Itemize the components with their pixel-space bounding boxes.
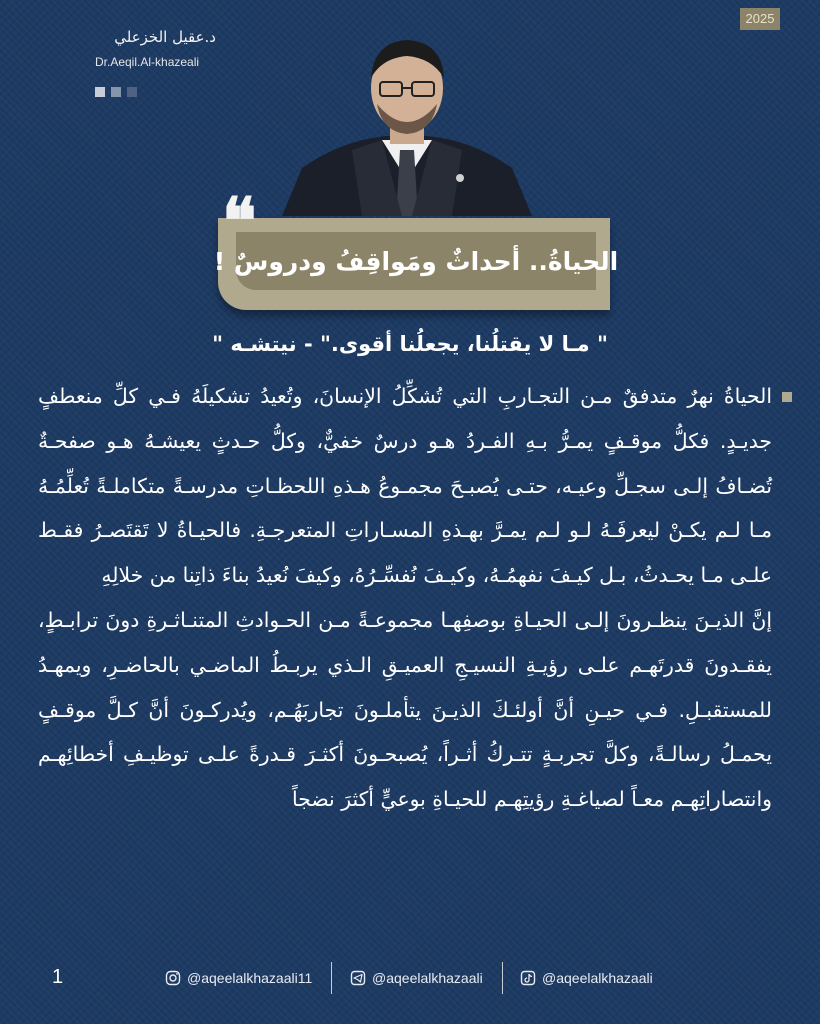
nietzsche-quote: " مـا لا يقتلُنا، يجعلُنا أقوى." - نيتشـه " [212,332,608,356]
instagram-icon [165,970,181,986]
bullet-square-icon [782,392,792,402]
paragraph-2: إنَّ الذيـنَ ينظـرونَ إلـى الحيـاةِ بوصفِهـا مجموعـةً مـن الحـوادثِ المتنـاثـرةِ دونَ ترابـطٍ، يفقـدونَ قدرتَهـم علـى رؤيـةِ النسيـجِ العميـقِ الـذي يربـطُ الماضـي بالحاضـرِ، ويمهـدُ للمستقبـلِ. فـي حيـنِ أنَّ أولئـكَ الذيـنَ يتأملـونَ تجاربَهُـم، ويُدركـونَ أنَّ كـلَّ موقـفٍ يحمـلُ رسالـةً، وكلَّ تجربـةٍ تتـركُ أثـراً، يُصبحـونَ أكثـرَ قـدرةً علـى توظيـفِ أخطائِهـم وانتصاراتِهـم معـاً لصياغـةِ رؤيتِهـم للحيـاةِ بوعيٍّ أكثرَ نضجاً [38,607,772,812]
author-portrait [282,40,532,216]
footer-divider [502,962,503,994]
tiktok-handle[interactable] [520,970,653,986]
footer-divider [331,962,332,994]
year-badge: 2025 [740,8,780,30]
quote-mark-icon: ❝ [222,184,257,259]
article-body [38,374,772,822]
tiktok-handle-text: @aqeelalkhazaali [542,970,653,986]
telegram-handle[interactable] [350,970,483,986]
page-title: الحياةُ.. أحداثٌ ومَواقِفُ ودروسٌ ! [213,246,619,276]
paragraph-1: الحياةُ نهرٌ متدفقٌ مـن التجـاربِ التي تُشكِّلُ الإنسانَ، وتُعيدُ تشكيلَهُ فـي كلِّ منعطفٍ جديـدٍ. فكلُّ موقـفٍ يمـرُّ بـهِ الفـردُ هـو درسٌ خفيٌّ، وكلُّ حـدثٍ يعيشـهُ هـو صفحـةٌ تُضـافُ إلـى سجـلِّ وعيـه، حتـى يُصبـحَ مجمـوعُ هـذهِ اللحظـاتِ مدرسـةً متكاملـةً تُعلِّمُـهُ مـا لـم يكـنْ ليعرفَـهُ لـو لـم يمـرَّ بهـذهِ المسـاراتِ المتعرجـةِ. فالحيـاةُ لا تَقتَصـرُ فقـط علـى مـا يحـدثُ، بـل كيـفَ نفهمُـهُ، وكيـفَ نُفسِّـرُهُ، وكيفَ نُعيدُ بناءَ ذاتِنا من خلالِهِ [38,384,772,588]
author-name-arabic: د.عقيل الخزعلي [114,28,216,46]
title-box [213,232,619,290]
telegram-handle-text: @aqeelalkhazaali [372,970,483,986]
instagram-handle-text: @aqeelalkhazaali11 [187,970,313,986]
author-name-english: Dr.Aeqil.Al-khazeali [95,55,200,69]
decorative-squares [95,87,137,97]
instagram-handle[interactable] [165,970,312,986]
telegram-icon [350,970,366,986]
footer [0,962,820,996]
page-number: 1 [52,966,64,988]
tiktok-icon [520,970,536,986]
